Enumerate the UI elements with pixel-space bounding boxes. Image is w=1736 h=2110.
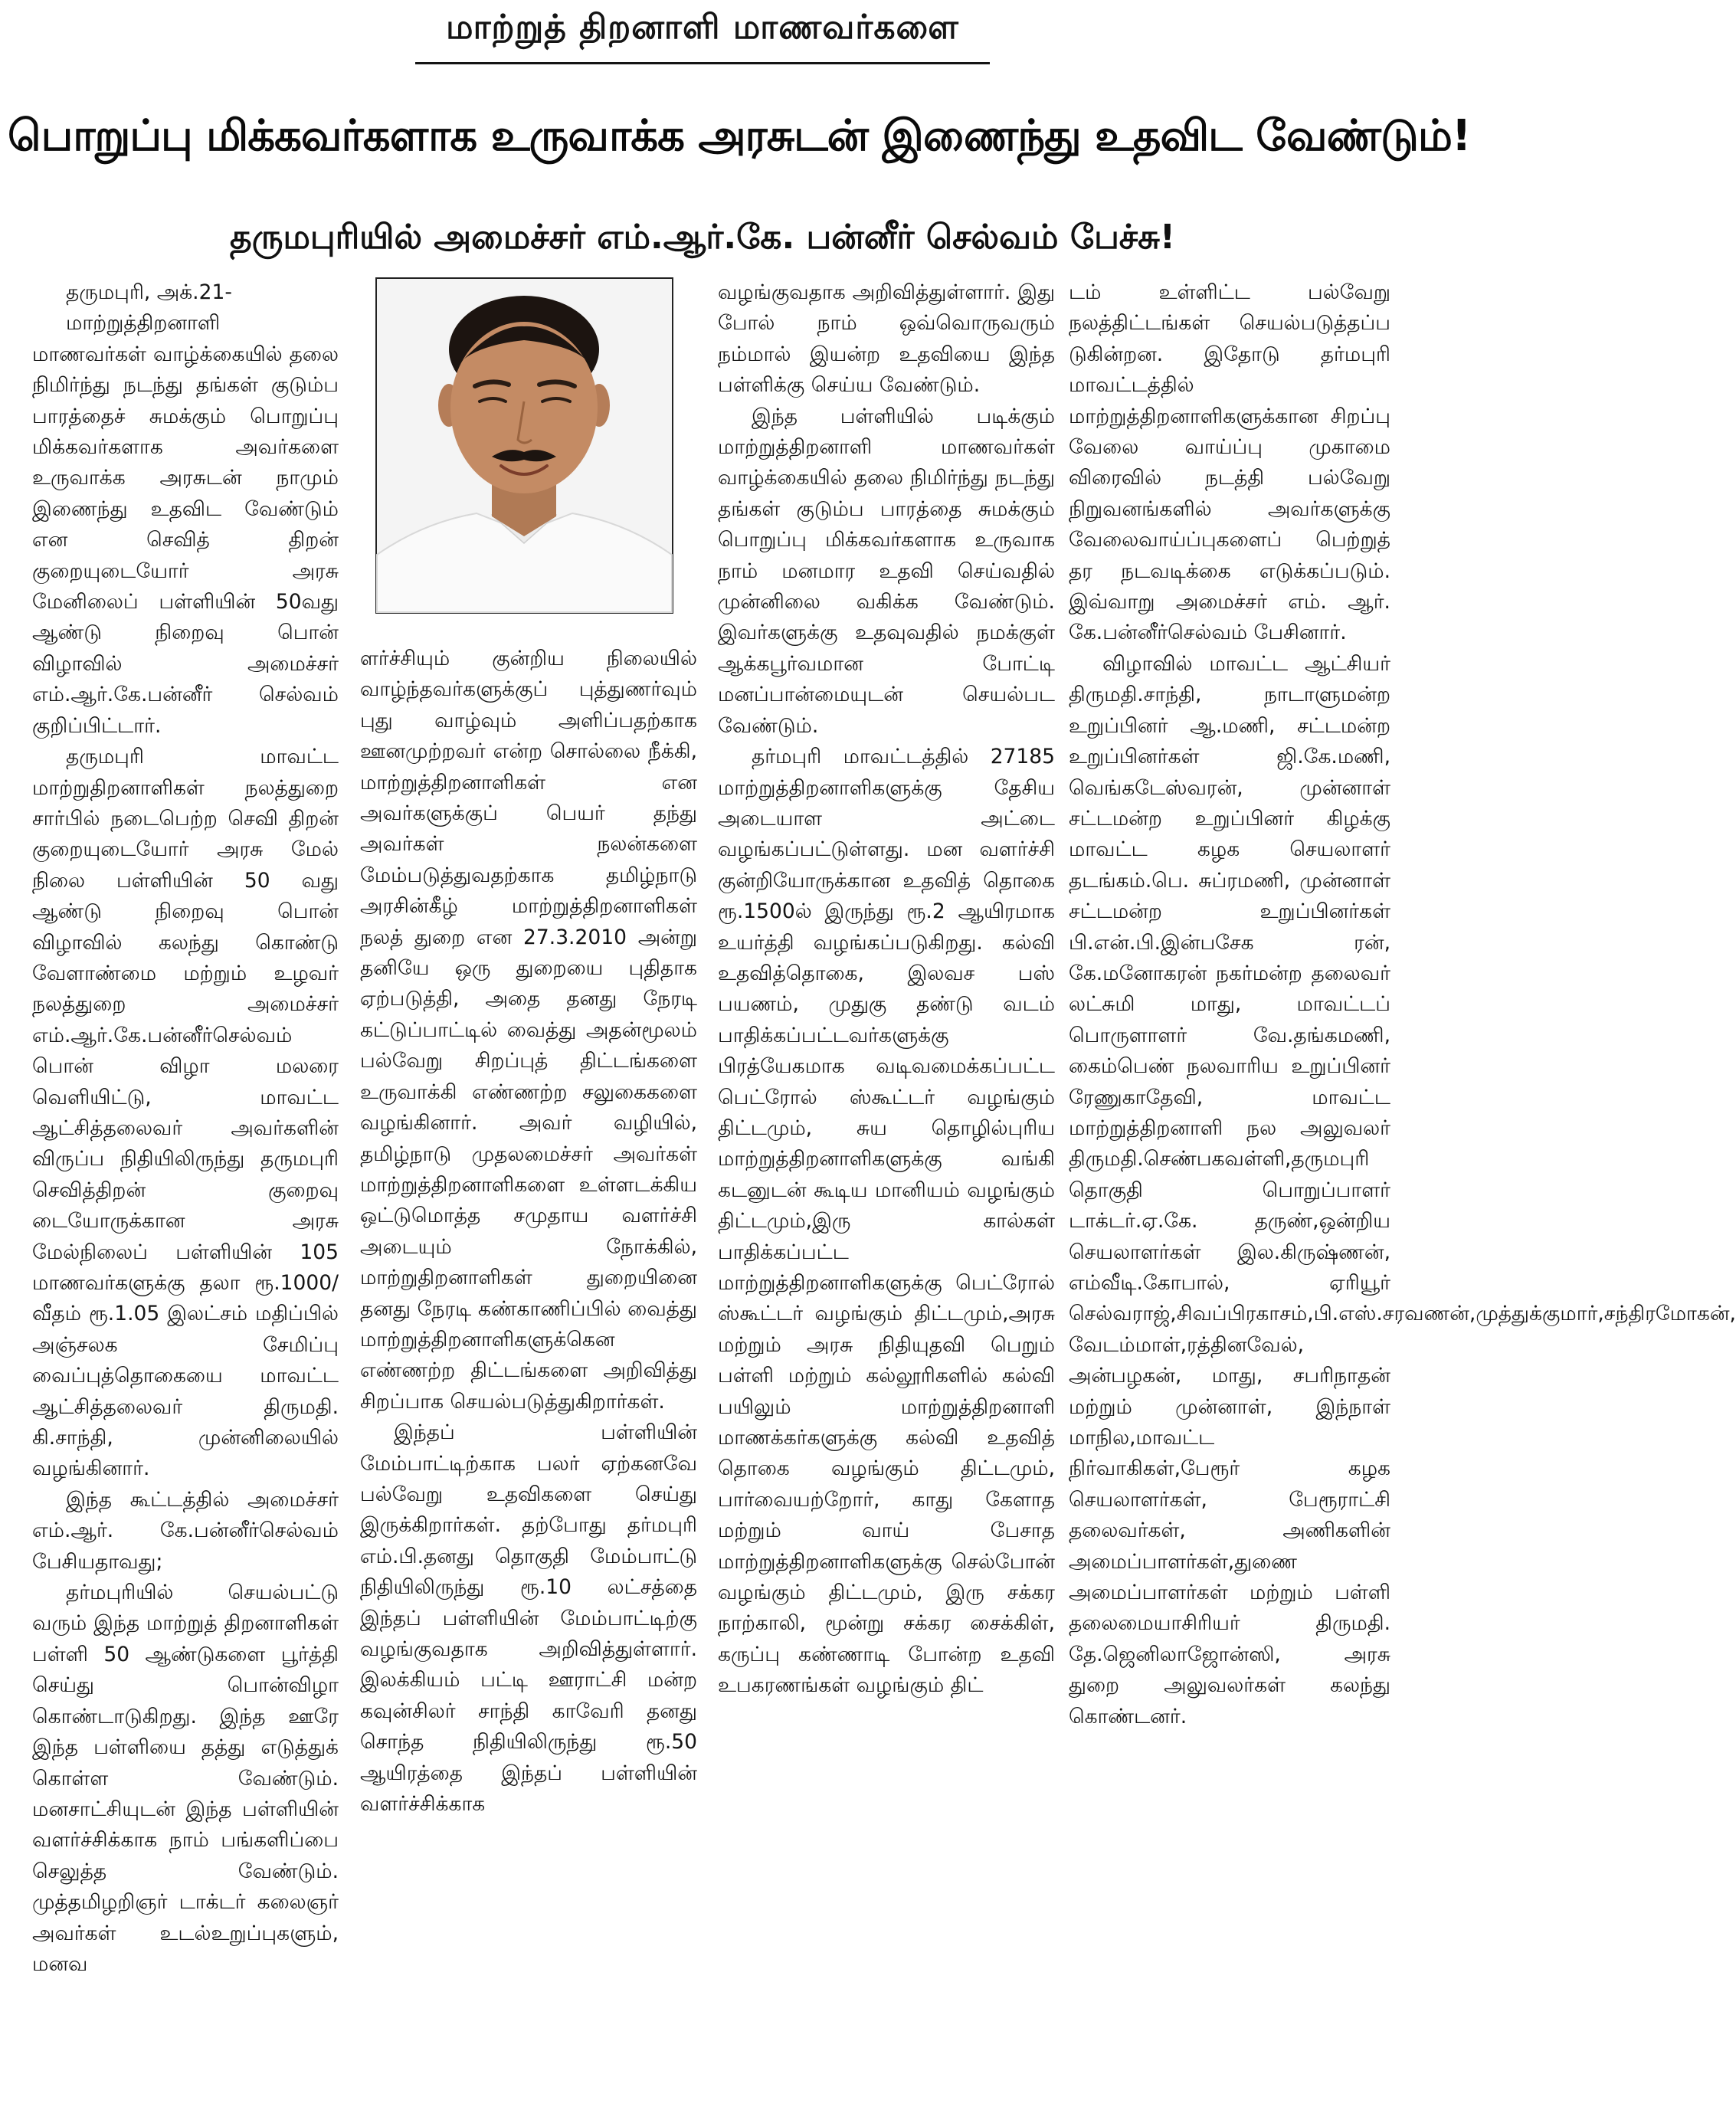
dateline: தருமபுரி, அக்.21- bbox=[66, 280, 232, 304]
column-1-paragraph-2: தருமபுரி மாவட்ட மாற்றுதிறனாளிகள் நலத்துறை சார்பில் நடைபெற்ற செவி திறன் குறையுடையோர் அரசு மேல் நிலை பள்ளியின் 50 வது ஆண்டு நிறைவு பொன் விழாவில் கலந்து கொண்டு வேளாண்மை மற்றும் உழவர் நலத்துறை அமைச்சர் எம்.ஆர்.கே.பன்னீர்செல்வம் பொன் விழா மலரை வெளியிட்டு, மாவட்ட ஆட்சித்தலைவர் அவர்களின் விருப்ப நிதியிலிருந்து தருமபுரி செவித்திறன் குறைவு டையோருக்கான அரசு மேல்நிலைப் பள்ளியின் 105 மாணவர்களுக்கு தலா ரூ.1000/ வீதம் ரூ.1.05 இலட்சம் மதிப்பில் அஞ்சலக சேமிப்பு வைப்புத்தொகையை மாவட்ட ஆட்சித்தலைவர் திருமதி. கி.சாந்தி, முன்னிலையில் வழங்கினார். bbox=[32, 745, 339, 1481]
portrait-image bbox=[377, 279, 672, 612]
column-3-paragraph-1: வழங்குவதாக அறிவித்துள்ளார். இது போல் நாம் ஒவ்வொருவரும் நம்மால் இயன்ற உதவியை இந்த பள்ளிக்கு செய்ய வேண்டும். bbox=[718, 280, 1055, 398]
headline: பொறுப்பு மிக்கவர்களாக உருவாக்க அரசுடன் இணைந்து உதவிட வேண்டும்! bbox=[8, 111, 1471, 161]
column-1-paragraph-4: தர்மபுரியில் செயல்பட்டு வரும் இந்த மாற்றுத் திறனாளிகள் பள்ளி 50 ஆண்டுகளை பூர்த்தி செய்து பொன்விழா கொண்டாடுகிறது. இந்த ஊரே இந்த பள்ளியை தத்து எடுத்துக் கொள்ள வேண்டும். மனசாட்சியுடன் இந்த பள்ளியின் வளர்ச்சிக்காக நாம் பங்களிப்பை செலுத்த வேண்டும். முத்தமிழறிஞர் டாக்டர் கலைஞர் அவர்கள் உடல்உறுப்புகளும், மனவ bbox=[32, 1581, 339, 1976]
column-2-paragraph-2: இந்தப் பள்ளியின் மேம்பாட்டிற்காக பலர் ஏற்கனவே பல்வேறு உதவிகளை செய்து இருக்கிறார்கள். தற்போது தர்மபுரி எம்.பி.தனது தொகுதி மேம்பாட்டு நிதியிலிருந்து ரூ.10 லட்சத்தை இந்தப் பள்ளியின் மேம்பாட்டிற்கு வழங்குவதாக அறிவித்துள்ளார். இலக்கியம் பட்டி ஊராட்சி மன்ற கவுன்சிலர் சாந்தி காவேரி தனது சொந்த நிதியிலிருந்து ரூ.50 ஆயிரத்தை இந்தப் பள்ளியின் வளர்ச்சிக்காக bbox=[360, 1420, 697, 1817]
subheadline: தருமபுரியில் அமைச்சர் எம்.ஆர்.கே. பன்னீர் செல்வம் பேச்சு! bbox=[230, 218, 1175, 257]
column-3-paragraph-3: தர்மபுரி மாவட்டத்தில் 27185 மாற்றுத்திறனாளிகளுக்கு தேசிய அடையாள அட்டை வழங்கப்பட்டுள்ளது. மன வளர்ச்சி குன்றியோருக்கான உதவித் தொகை ரூ.1500ல் இருந்து ரூ.2 ஆயிரமாக உயர்த்தி வழங்கப்படுகிறது. கல்வி உதவித்தொகை, இலவச பஸ் பயணம், முதுகு தண்டு வடம் பாதிக்கப்பட்டவர்களுக்கு பிரத்யேகமாக வடிவமைக்கப்பட்ட பெட்ரோல் ஸ்கூட்டர் வழங்கும் திட்டமும், சுய தொழில்புரிய மாற்றுத்திறனாளிகளுக்கு வங்கி கடனுடன் கூடிய மானியம் வழங்கும் திட்டமும்,இரு கால்கள் பாதிக்கப்பட்ட மாற்றுத்திறனாளிகளுக்கு பெட்ரோல் ஸ்கூட்டர் வழங்கும் திட்டமும்,அரசு மற்றும் அரசு நிதியுதவி பெறும் பள்ளி மற்றும் கல்லூரிகளில் கல்வி பயிலும் மாற்றுத்திறனாளி மாணக்கர்களுக்கு கல்வி உதவித் தொகை வழங்கும் திட்டமும், பார்வையற்றோர், காது கேளாத மற்றும் வாய் பேசாத மாற்றுத்திறனாளிகளுக்கு செல்போன் வழங்கும் திட்டமும், இரு சக்கர நாற்காலி, மூன்று சக்கர சைக்கிள், கருப்பு கண்ணாடி போன்ற உதவி உபகரணங்கள் வழங்கும் திட் bbox=[718, 745, 1055, 1698]
kicker-container bbox=[0, 5, 1405, 64]
column-2-paragraph-1: ளர்ச்சியும் குன்றிய நிலையில் வாழ்ந்தவர்களுக்குப் புத்துணர்வும் புது வாழ்வும் அளிப்பதற்காக ஊனமுற்றவர் என்ற சொல்லை நீக்கி, மாற்றுத்திறனாளிகள் என அவர்களுக்குப் பெயர் தந்து அவர்கள் நலன்களை மேம்படுத்துவதற்காக தமிழ்நாடு அரசின்கீழ் மாற்றுத்திறனாளிகள் நலத் துறை என 27.3.2010 அன்று தனியே ஒரு துறையை புதிதாக ஏற்படுத்தி, அதை தனது நேரடி கட்டுப்பாட்டில் வைத்து அதன்மூலம் பல்வேறு சிறப்புத் திட்டங்களை உருவாக்கி எண்ணற்ற சலுகைகளை வழங்கினார். அவர் வழியில், தமிழ்நாடு முதலமைச்சர் அவர்கள் மாற்றுத்திறனாளிகளை உள்ளடக்கிய ஒட்டுமொத்த சமுதாய வளர்ச்சி அடையும் நோக்கில், மாற்றுதிறனாளிகள் துறையினை தனது நேரடி கண்காணிப்பில் வைத்து மாற்றுத்திறனாளிகளுக்கென எண்ணற்ற திட்டங்களை அறிவித்து சிறப்பாக செயல்படுத்துகிறார்கள். bbox=[360, 647, 697, 1414]
article-column-4 bbox=[1069, 277, 1736, 2101]
kicker: மாற்றுத் திறனாளி மாணவர்களை bbox=[415, 5, 990, 64]
column-1-paragraph-3: இந்த கூட்டத்தில் அமைச்சர் எம்.ஆர். கே.பன்னீர்செல்வம் பேசியதாவது; bbox=[32, 1487, 339, 1574]
column-1-paragraph-1: மாற்றுத்திறனாளி மாணவர்கள் வாழ்க்கையில் தலை நிமிர்ந்து நடந்து தங்கள் குடும்ப பாரத்தைச் சுமக்கும் பொறுப்பு மிக்கவர்களாக அவர்களை உருவாக்க அரசுடன் நாமும் இணைந்து உதவிட வேண்டும் என செவித் திறன் குறையுடையோர் அரசு மேனிலைப் பள்ளியின் 50வது ஆண்டு நிறைவு பொன் விழாவில் அமைச்சர் எம்.ஆர்.கே.பன்னீர் செல்வம் குறிப்பிட்டார். bbox=[32, 311, 339, 738]
minister-photo bbox=[375, 277, 673, 614]
column-3-paragraph-2: இந்த பள்ளியில் படிக்கும் மாற்றுத்திறனாளி மாணவர்கள் வாழ்க்கையில் தலை நிமிர்ந்து நடந்து தங்கள் குடும்ப பாரத்தை சுமக்கும் பொறுப்பு மிக்கவர்களாக உருவாக நாம் மனமார உதவி செய்வதில் முன்னிலை வகிக்க வேண்டும். இவர்களுக்கு உதவுவதில் நமக்குள் ஆக்கபூர்வமான போட்டி மனப்பான்மையுடன் செயல்பட வேண்டும். bbox=[718, 404, 1055, 738]
column-4-paragraph-2: விழாவில் மாவட்ட ஆட்சியர் திருமதி.சாந்தி, நாடாளுமன்ற உறுப்பினர் ஆ.மணி, சட்டமன்ற உறுப்பினர்கள் ஜி.கே.மணி, வெங்கடேஸ்வரன், முன்னாள் சட்டமன்ற உறுப்பினர் கிழக்கு மாவட்ட கழக செயலாளர் தடங்கம்.பெ. சுப்ரமணி, முன்னாள் சட்டமன்ற உறுப்பினர்கள் பி.என்.பி.இன்பசேக ரன், கே.மனோகரன் நகர்மன்ற தலைவர் லட்சுமி மாது, மாவட்டப் பொருளாளர் வே.தங்கமணி, கைம்பெண் நலவாரிய உறுப்பினர் ரேணுகாதேவி, மாவட்ட மாற்றுத்திறனாளி நல அலுவலர் திருமதி.செண்பகவள்ளி,தருமபுரி தொகுதி பொறுப்பாளர் டாக்டர்.ஏ.கே. தருண்,ஒன்றிய செயலாளர்கள் இல.கிருஷ்ணன், எம்வீடி.கோபால், ஏரியூர் செல்வராஜ்,சிவப்பிரகாசம்,பி.எஸ்.சரவணன்,முத்துக்குமார்,சந்திரமோகன், வேடம்மாள்,ரத்தினவேல், அன்பழகன், மாது, சபரிநாதன் மற்றும் முன்னாள், இந்நாள் மாநில,மாவட்ட நிர்வாகிகள்,பேரூர் கழக செயலாளர்கள், பேரூராட்சி தலைவர்கள், அணிகளின் அமைப்பாளர்கள்,துணை அமைப்பாளர்கள் மற்றும் பள்ளி தலைமையாசிரியர் திருமதி. தே.ஜெனிலாஜோன்ஸி, அரசு துறை அலுவலர்கள் கலந்து கொண்டனர். bbox=[1069, 651, 1736, 1728]
article-column-1 bbox=[32, 277, 339, 2101]
column-4-paragraph-1: டம் உள்ளிட்ட பல்வேறு நலத்திட்டங்கள் செயல்படுத்தப்ப டுகின்றன. இதோடு தர்மபுரி மாவட்டத்தில் மாற்றுத்திறனாளிகளுக்கான சிறப்பு வேலை வாய்ப்பு முகாமை விரைவில் நடத்தி பல்வேறு நிறுவனங்களில் அவர்களுக்கு வேலைவாய்ப்புகளைப் பெற்றுத் தர நடவடிக்கை எடுக்கப்படும். இவ்வாறு அமைச்சர் எம். ஆர். கே.பன்னீர்செல்வம் பேசினார். bbox=[1069, 280, 1390, 645]
article-column-2 bbox=[360, 644, 697, 2099]
article-column-3 bbox=[718, 277, 1055, 2101]
